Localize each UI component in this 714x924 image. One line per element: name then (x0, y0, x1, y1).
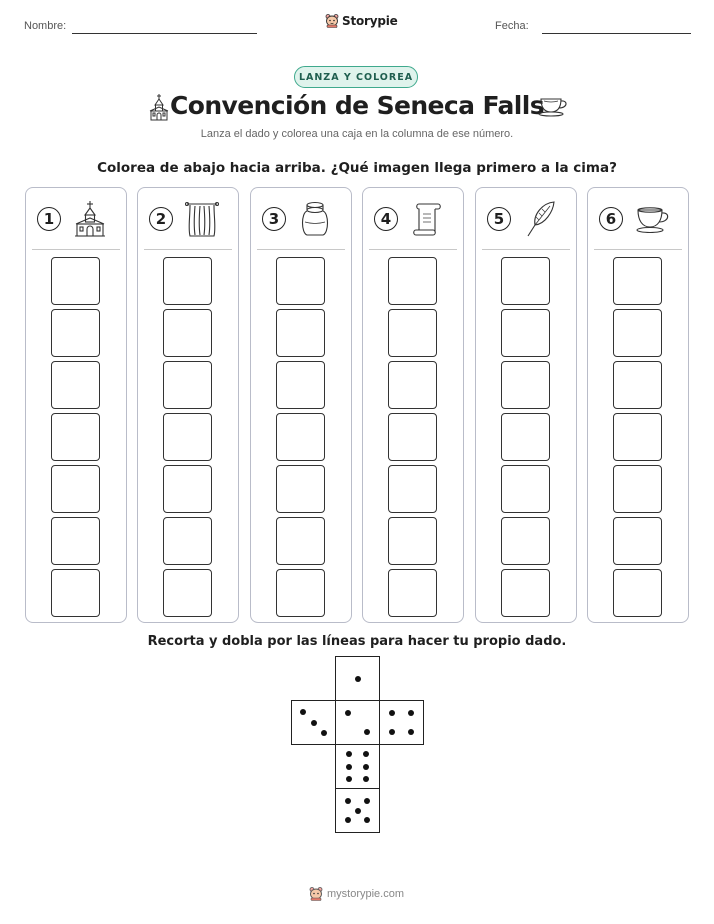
column-number: 5 (487, 207, 511, 231)
color-box[interactable] (501, 517, 550, 565)
die-pip (363, 776, 369, 782)
color-box[interactable] (276, 257, 325, 305)
die-pip (345, 798, 351, 804)
storypie-mascot-icon (325, 13, 339, 28)
color-box[interactable] (388, 569, 437, 617)
teacup-icon (635, 200, 673, 238)
die-pip (346, 776, 352, 782)
scroll-icon (410, 200, 444, 238)
color-box[interactable] (613, 361, 662, 409)
color-box[interactable] (613, 465, 662, 513)
date-label: Fecha: (495, 20, 529, 32)
column-divider (32, 249, 120, 250)
color-box[interactable] (51, 257, 100, 305)
page-title: Convención de Seneca Falls (170, 91, 544, 120)
column-number: 3 (262, 207, 286, 231)
color-box[interactable] (501, 361, 550, 409)
color-box[interactable] (276, 569, 325, 617)
coloring-instruction: Colorea de abajo hacia arriba. ¿Qué imagen llega primero a la cima? (97, 160, 617, 176)
die-pip (364, 798, 370, 804)
color-box[interactable] (163, 413, 212, 461)
curtain-icon (185, 200, 219, 238)
brand-name: Storypie (342, 13, 398, 28)
die-pip (346, 751, 352, 757)
die-instruction: Recorta y dobla por las líneas para hacer tu propio dado. (147, 634, 567, 649)
die-pip (408, 710, 414, 716)
color-box[interactable] (51, 569, 100, 617)
ink-jar-icon (298, 200, 332, 238)
die-face[interactable] (379, 700, 424, 745)
color-box[interactable] (276, 413, 325, 461)
die-face[interactable] (335, 700, 380, 745)
column-4 (362, 187, 464, 623)
die-pip (311, 720, 317, 726)
color-box[interactable] (163, 361, 212, 409)
column-number: 2 (149, 207, 173, 231)
color-box[interactable] (51, 361, 100, 409)
activity-badge: LANZA Y COLOREA (294, 66, 418, 88)
color-box[interactable] (51, 309, 100, 357)
footer (309, 886, 404, 901)
color-box[interactable] (613, 413, 662, 461)
column-number: 1 (37, 207, 61, 231)
column-5 (475, 187, 577, 623)
die-pip (345, 710, 351, 716)
color-box[interactable] (163, 465, 212, 513)
color-box[interactable] (388, 517, 437, 565)
die-face[interactable] (335, 744, 380, 789)
column-number: 4 (374, 207, 398, 231)
church-icon (73, 200, 107, 238)
name-label: Nombre: (24, 20, 67, 32)
die-pip (345, 817, 351, 823)
column-divider (482, 249, 570, 250)
color-box[interactable] (388, 361, 437, 409)
color-box[interactable] (276, 517, 325, 565)
brand-logo (325, 13, 398, 28)
color-box[interactable] (501, 257, 550, 305)
die-face[interactable] (291, 700, 336, 745)
color-box[interactable] (501, 309, 550, 357)
die-pip (408, 729, 414, 735)
color-box[interactable] (163, 517, 212, 565)
die-pip (363, 751, 369, 757)
quill-icon (523, 200, 557, 238)
color-box[interactable] (276, 361, 325, 409)
column-2 (137, 187, 239, 623)
color-box[interactable] (388, 413, 437, 461)
footer-url[interactable]: mystorypie.com (327, 887, 405, 900)
die-pip (321, 730, 327, 736)
die-pip (300, 709, 306, 715)
die-pip (364, 817, 370, 823)
die-pip (363, 764, 369, 770)
die-pip (389, 710, 395, 716)
color-box[interactable] (613, 257, 662, 305)
die-pip (389, 729, 395, 735)
color-box[interactable] (163, 569, 212, 617)
color-box[interactable] (613, 517, 662, 565)
column-divider (594, 249, 682, 250)
color-box[interactable] (51, 413, 100, 461)
storypie-mascot-icon (309, 886, 323, 901)
column-divider (144, 249, 232, 250)
die-face[interactable] (335, 656, 380, 701)
column-number: 6 (599, 207, 623, 231)
die-pip (346, 764, 352, 770)
color-box[interactable] (501, 465, 550, 513)
die-face[interactable] (335, 788, 380, 833)
color-box[interactable] (388, 257, 437, 305)
color-box[interactable] (501, 413, 550, 461)
column-divider (257, 249, 345, 250)
color-box[interactable] (276, 465, 325, 513)
color-box[interactable] (388, 309, 437, 357)
color-box[interactable] (613, 569, 662, 617)
page-subtitle: Lanza el dado y colorea una caja en la columna de ese número. (200, 128, 514, 140)
date-line[interactable] (542, 33, 691, 34)
color-box[interactable] (163, 309, 212, 357)
die-pip (355, 808, 361, 814)
color-box[interactable] (51, 517, 100, 565)
color-box[interactable] (163, 257, 212, 305)
color-box[interactable] (388, 465, 437, 513)
name-line[interactable] (72, 33, 257, 34)
color-box[interactable] (501, 569, 550, 617)
color-box[interactable] (613, 309, 662, 357)
die-pip (364, 729, 370, 735)
column-6 (587, 187, 689, 623)
column-divider (369, 249, 457, 250)
die-pip (355, 676, 361, 682)
teacup-icon (538, 95, 570, 117)
color-box[interactable] (276, 309, 325, 357)
column-1 (25, 187, 127, 623)
column-3 (250, 187, 352, 623)
color-box[interactable] (51, 465, 100, 513)
